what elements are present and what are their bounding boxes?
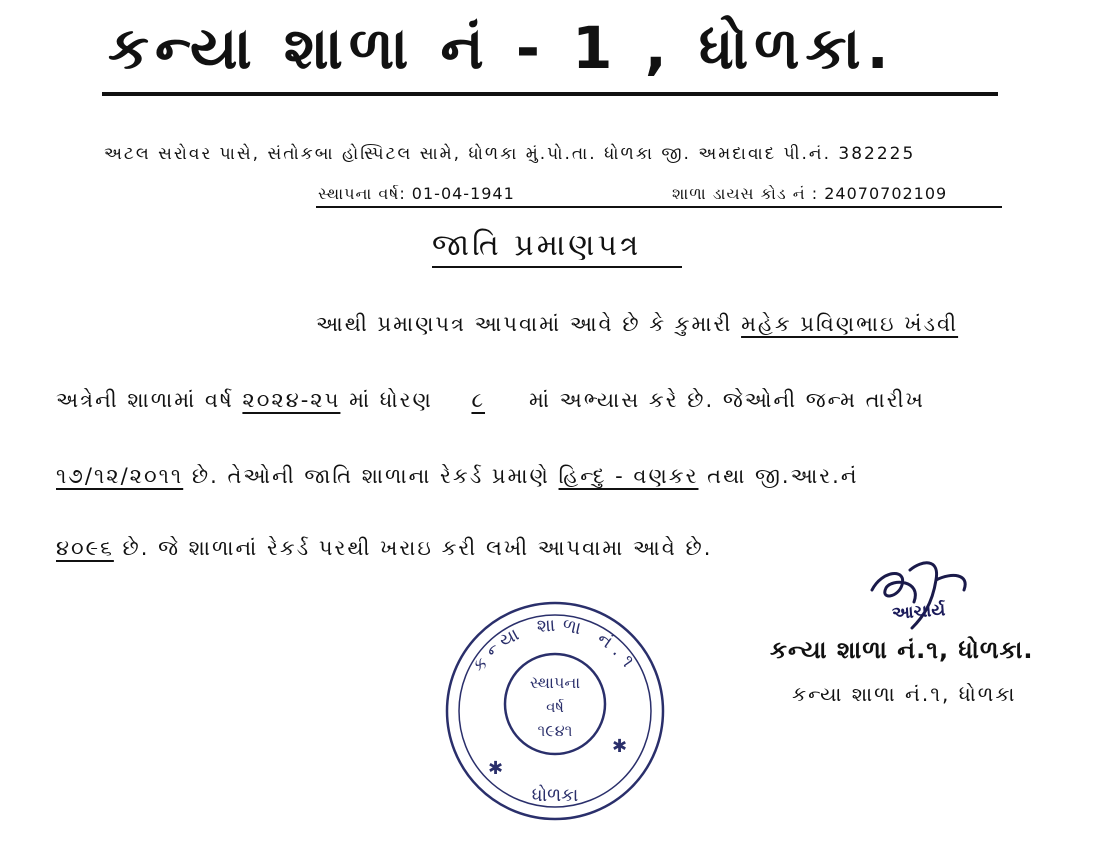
establishment-year: સ્થાપના વર્ષ: 01-04-1941 [318, 184, 515, 203]
principal-stamp-title: આચાર્ય [891, 600, 946, 624]
seal-bottom-text: ધોળકા [531, 785, 579, 806]
dise-code: શાળા ડાયસ કોડ નં : 24070702109 [672, 184, 948, 203]
seal-center-line-3: ૧૯૪૧ [537, 721, 573, 740]
line2-suffix: માં અભ્યાસ કરે છે. જેઓની જન્મ તારીખ [529, 388, 925, 412]
body-line-1 [316, 312, 958, 337]
heading-underline [432, 266, 682, 268]
principal-stamp-line: કન્યા શાળા નં.૧, ધોળકા. [770, 636, 1034, 664]
student-name: મહેક પ્રવિણભાઇ ખંડવી [741, 312, 959, 336]
line2-mid: માં ધોરણ [340, 388, 442, 412]
subheader-underline [316, 206, 1002, 208]
school-name-signoff: કન્યા શાળા નં.૧, ધોળકા [792, 682, 1017, 706]
standard-value: ૮ [471, 388, 486, 412]
caste-value: હિન્દુ - વણકર [558, 464, 699, 488]
seal-top-text: કન્યા શાળા નં.૧ [468, 614, 642, 676]
line3-suffix: તથા જી.આર.નં [698, 464, 859, 488]
school-address: અટલ સરોવર પાસે, સંતોકબા હોસ્પિટલ સામે, ધોળકા મું.પો.તા. ધોળકા જી. અમદાવાદ પી.નં. 382225 [104, 144, 916, 164]
birth-date: ૧૭/૧૨/૨૦૧૧ [56, 464, 184, 488]
svg-text:કન્યા શાળા નં.૧ [468, 614, 642, 676]
principal-signature [852, 550, 992, 640]
body-line-3 [56, 464, 858, 489]
seal-center-line-1: સ્થાપના [529, 673, 581, 692]
line2-prefix: અત્રેની શાળામાં વર્ષ [56, 388, 243, 412]
line4-suffix: છે. જે શાળાનાં રેકર્ડ પરથી ખરાઇ કરી લખી આપવામા આવે છે. [113, 536, 713, 560]
title-underline [102, 92, 998, 96]
seal-center-line-2: વર્ષ [546, 698, 564, 716]
academic-year: ૨૦૨૪-૨૫ [242, 388, 341, 412]
body-line-4 [56, 536, 712, 561]
school-seal [440, 596, 670, 826]
line1-prefix: આથી પ્રમાણપત્ર આપવામાં આવે છે કે કુમારી [316, 312, 742, 336]
line3-mid: છે. તેઓની જાતિ શાળાના રેકર્ડ પ્રમાણે [183, 464, 559, 488]
school-name-title: કન્યા શાળા નં - 1 , ધોળકા. [108, 14, 895, 82]
body-line-2 [56, 388, 925, 413]
certificate-heading: જાતિ પ્રમાણપત્ર [432, 228, 642, 263]
seal-star-right-icon: ✱ [612, 736, 628, 757]
seal-star-left-icon: ✱ [488, 758, 504, 779]
gr-number: ૪૦૯૬ [56, 536, 114, 560]
